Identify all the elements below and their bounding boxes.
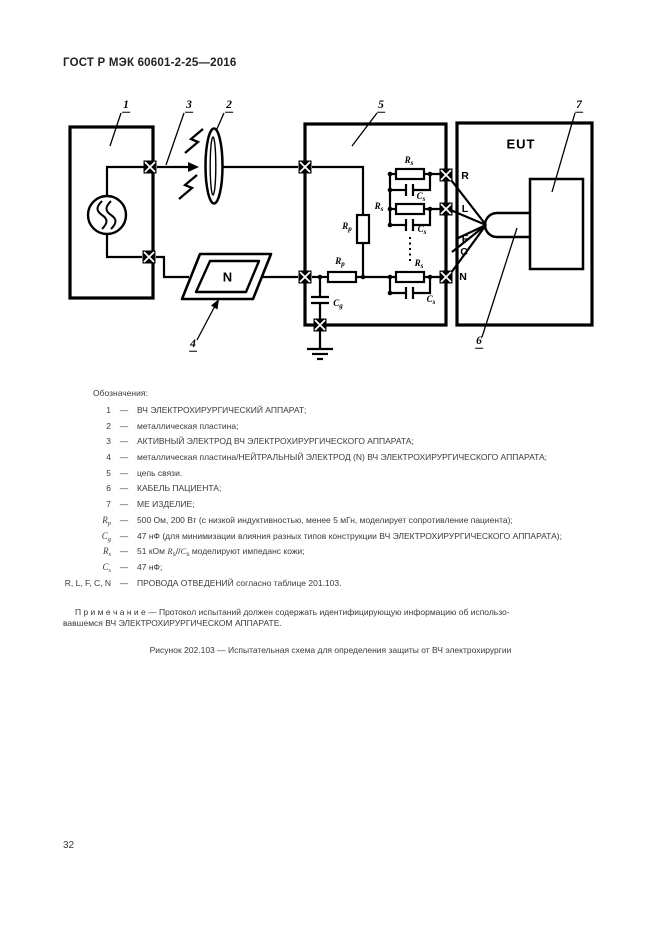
component-subscript: s <box>410 159 414 167</box>
lead-letter-c: C <box>460 246 468 258</box>
callout-7: 7 <box>576 98 582 111</box>
rc-network-l <box>390 204 442 231</box>
lead-letter-f: F <box>461 233 469 245</box>
connector-icon <box>314 319 327 332</box>
component-symbol: R <box>335 256 342 266</box>
legend-item <box>56 421 601 437</box>
connector-icon <box>144 161 157 174</box>
legend-key: 1 <box>106 405 111 415</box>
note <box>63 607 599 629</box>
note-line-1: П р и м е ч а н и е — Протокол испытаний должен содержать идентифицирующую информацию об использо- <box>75 607 510 617</box>
rs-label-3 <box>415 258 424 270</box>
legend-title: Обозначения: <box>93 388 148 398</box>
legend-key: 2 <box>106 420 111 431</box>
rs-label-1 <box>405 155 414 167</box>
metal-plate-icon <box>206 129 223 204</box>
callout-3: 3 <box>186 98 192 111</box>
connector-icon <box>440 169 453 182</box>
legend-text: металлическая пластина; <box>137 420 239 431</box>
legend-item <box>56 468 601 484</box>
legend-item <box>56 452 601 468</box>
standard-reference: ГОСТ Р МЭК 60601-2-25—2016 <box>63 57 237 69</box>
callout-4: 4 <box>190 337 196 350</box>
legend-key: $R_s$ <box>102 546 111 559</box>
legend-text: 500 Ом, 200 Вт (с низкой индуктивностью, менее 5 мГн, моделирует сопротивление пациента); <box>137 514 513 525</box>
callout4-arrowhead <box>211 299 219 310</box>
legend-key: 3 <box>106 436 111 447</box>
cs-label-1 <box>417 191 426 203</box>
legend-item <box>56 499 601 515</box>
rp-label-vertical <box>342 221 352 233</box>
legend-text: КАБЕЛЬ ПАЦИЕНТА; <box>137 483 222 494</box>
component-symbol: R <box>414 258 421 268</box>
component-subscript: s <box>380 205 384 213</box>
legend-dash: — <box>119 405 129 415</box>
legend-text: ПРОВОДА ОТВЕДЕНИЙ согласно таблице 201.103. <box>137 577 342 588</box>
page-number: 32 <box>63 840 75 851</box>
rp-resistor-horizontal <box>328 272 356 282</box>
component-symbol: R <box>374 201 381 211</box>
component-subscript: p <box>348 225 352 233</box>
me-equipment-box <box>530 179 583 269</box>
legend-key: 4 <box>106 452 111 463</box>
legend-dash: — <box>119 420 129 431</box>
legend <box>56 388 601 593</box>
component-subscript: p <box>341 260 345 268</box>
wires <box>107 167 442 277</box>
lead-letter-l: L <box>461 203 469 215</box>
neutral-plate-label: N <box>222 269 234 285</box>
component-symbol: C <box>417 224 424 234</box>
lead-letter-r: R <box>461 170 469 182</box>
rp-resistor-vertical <box>357 215 369 243</box>
legend-dash: — <box>119 530 129 541</box>
legend-key: R, L, F, C, N <box>64 577 111 588</box>
legend-dash: — <box>119 499 129 510</box>
connector-icon <box>440 271 453 284</box>
legend-dash: — <box>119 483 129 494</box>
rs-label-2 <box>375 201 384 213</box>
component-subscript: s <box>423 228 427 236</box>
connector-icon <box>299 271 312 284</box>
callout-6: 6 <box>476 334 482 347</box>
eut-box <box>457 123 592 325</box>
legend-key: 7 <box>106 499 111 510</box>
legend-key: $C_s$ <box>102 561 111 574</box>
callout-1: 1 <box>123 98 129 111</box>
patient-cable-fan <box>448 176 486 277</box>
legend-item <box>56 483 601 499</box>
figure-caption: Рисунок 202.103 — Испытательная схема для определения защиты от ВЧ электрохирургии <box>149 645 512 655</box>
cg-capacitor <box>311 277 329 319</box>
rc-network-n <box>390 272 430 299</box>
component-symbol: R <box>342 221 349 231</box>
legend-item <box>56 546 601 562</box>
legend-key: 5 <box>106 467 111 478</box>
eut-label: EUT <box>506 136 536 152</box>
cs-label-2 <box>418 224 427 236</box>
component-symbol: C <box>426 294 433 304</box>
cs-label-3 <box>427 294 436 306</box>
component-subscript: s <box>432 298 436 306</box>
legend-text: ВЧ ЭЛЕКТРОХИРУРГИЧЕСКИЙ АППАРАТ; <box>137 405 307 415</box>
hf-generator-icon <box>88 196 126 234</box>
legend-text: 51 кОм $R_s//C_s$ моделируют импеданс кожи; <box>137 546 305 559</box>
legend-dash: — <box>119 546 129 557</box>
connector-icon <box>299 161 312 174</box>
rp-label-horizontal <box>335 256 345 268</box>
legend-text: МЕ ИЗДЕЛИЕ; <box>137 499 195 510</box>
cg-label <box>333 298 343 310</box>
legend-text: 47 нФ; <box>137 561 163 572</box>
legend-item <box>56 405 601 421</box>
legend-text: АКТИВНЫЙ ЭЛЕКТРОД ВЧ ЭЛЕКТРОХИРУРГИЧЕСКОГО АППАРАТА; <box>137 436 414 447</box>
legend-dash: — <box>119 467 129 478</box>
legend-text: 47 нФ (для минимизации влияния разных типов конструкции ВЧ ЭЛЕКТРОХИРУРГИЧЕСКОГО АППАРАТА); <box>137 530 562 541</box>
patient-cable-icon <box>485 213 530 237</box>
connector-icon <box>440 203 453 216</box>
legend-item <box>56 515 601 531</box>
callout-2: 2 <box>226 98 232 111</box>
lead-letter-n: N <box>459 271 467 283</box>
legend-item <box>56 436 601 452</box>
legend-item <box>56 578 601 594</box>
connector-icon <box>143 251 156 264</box>
component-symbol: C <box>333 298 340 308</box>
component-symbol: R <box>404 155 411 165</box>
component-symbol: C <box>416 191 423 201</box>
legend-key: 6 <box>106 483 111 494</box>
component-subscript: s <box>422 195 426 203</box>
callout-5: 5 <box>378 98 384 111</box>
active-electrode-arrow-icon <box>188 162 199 172</box>
legend-dash: — <box>119 561 129 572</box>
legend-item <box>56 562 601 578</box>
note-line-2: вавшемся ВЧ ЭЛЕКТРОХИРУРГИЧЕСКОМ АППАРАТЕ. <box>63 618 282 628</box>
legend-dash: — <box>119 436 129 447</box>
legend-key: $R_p$ <box>102 514 111 527</box>
component-subscript: s <box>420 262 424 270</box>
legend-dash: — <box>119 452 129 463</box>
legend-item <box>56 531 601 547</box>
ground-icon <box>307 331 333 359</box>
legend-key: $C_g$ <box>101 530 111 543</box>
legend-text: металлическая пластина/НЕЙТРАЛЬНЫЙ ЭЛЕКТРОД (N) ВЧ ЭЛЕКТРОХИРУРГИЧЕСКОГО АППАРАТА; <box>137 452 548 463</box>
legend-dash: — <box>119 577 129 588</box>
component-subscript: g <box>339 302 343 310</box>
legend-text: цепь связи. <box>137 467 183 478</box>
esu-box <box>70 127 153 298</box>
legend-dash: — <box>119 514 129 525</box>
